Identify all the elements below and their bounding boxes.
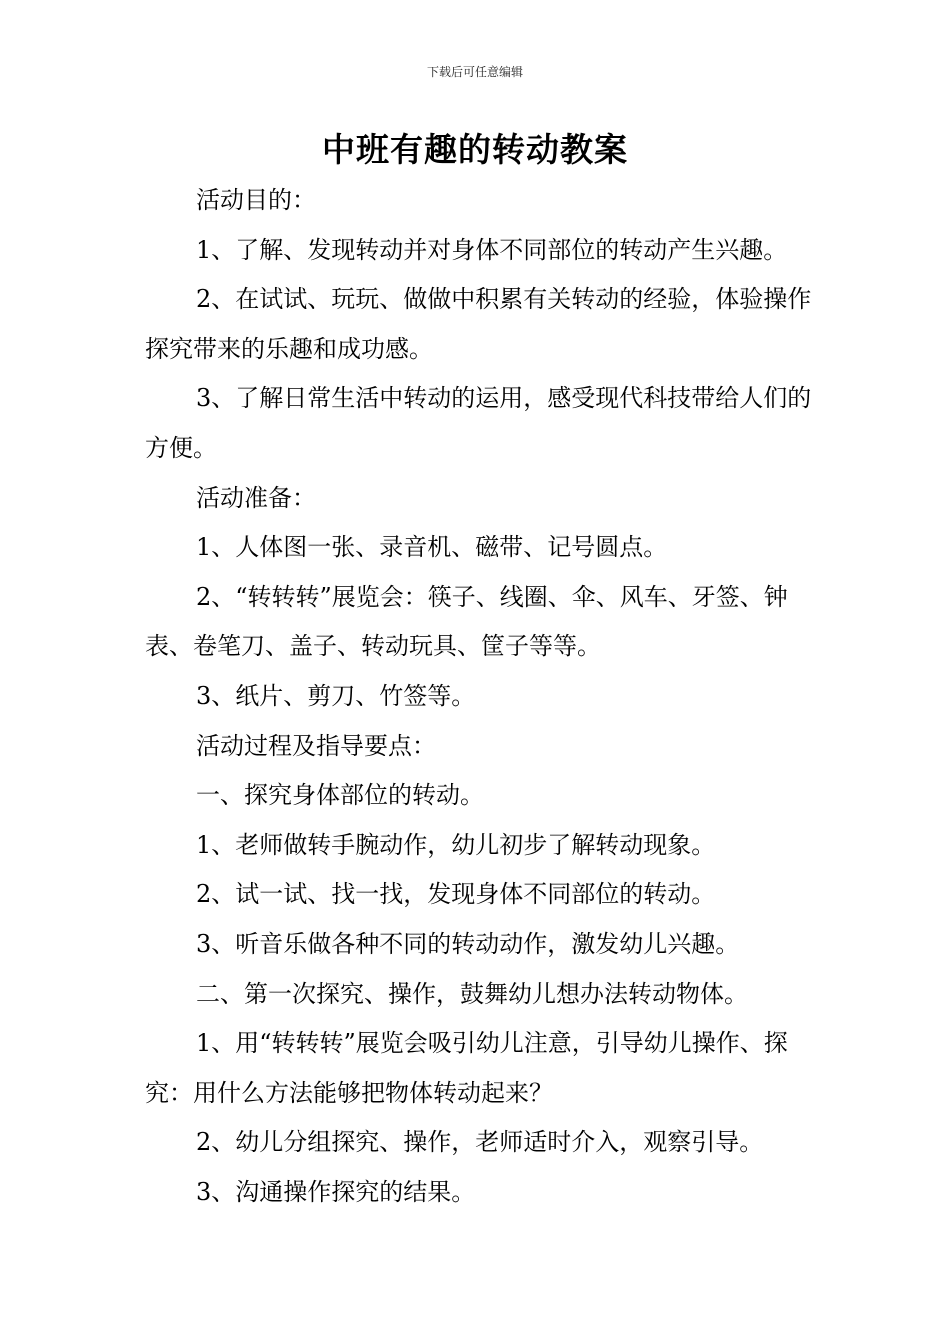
paragraph-process-heading: 活动过程及指导要点：: [196, 731, 436, 760]
paragraph-preparation-3: 3、纸片、剪刀、竹签等。: [196, 681, 476, 710]
paragraph-section-1-step-3: 3、听音乐做各种不同的转动动作，激发幼儿兴趣。: [196, 929, 740, 958]
header-note: 下载后可任意编辑: [426, 65, 523, 79]
document-body: [145, 176, 825, 1217]
paragraph-objective-2: 2、在试试、玩玩、做做中积累有关转动的经验，体验操作探究带来的乐趣和成功感。: [145, 285, 812, 363]
paragraph-section-2-step-1: 1、用“转转转”展览会吸引幼儿注意，引导幼儿操作、探究：用什么方法能够把物体转动起来？: [145, 1029, 788, 1107]
paragraph-objective-1: 1、了解、发现转动并对身体不同部位的转动产生兴趣。: [196, 235, 788, 264]
paragraph-preparation-2: 2、“转转转”展览会：筷子、线圈、伞、风车、牙签、钟表、卷笔刀、盖子、转动玩具、筐子等等。: [145, 582, 788, 661]
document-title: 中班有趣的转动教案: [322, 130, 628, 169]
paragraph-section-1-heading: 一、探究身体部位的转动。: [196, 781, 484, 810]
paragraph-preparation-heading: 活动准备：: [196, 483, 316, 512]
paragraph-objectives-heading: 活动目的：: [196, 186, 316, 214]
paragraph-section-2-step-2: 2、幼儿分组探究、操作，老师适时介入，观察引导。: [196, 1128, 764, 1157]
paragraph-preparation-1: 1、人体图一张、录音机、磁带、记号圆点。: [196, 533, 668, 562]
paragraph-section-2-step-3: 3、沟通操作探究的结果。: [196, 1177, 476, 1206]
paragraph-section-2-heading: 二、第一次探究、操作，鼓舞幼儿想办法转动物体。: [196, 979, 748, 1008]
paragraph-objective-3: 3、了解日常生活中转动的运用，感受现代科技带给人们的方便。: [145, 384, 812, 462]
paragraph-section-1-step-1: 1、老师做转手腕动作，幼儿初步了解转动现象。: [196, 830, 716, 859]
paragraph-section-1-step-2: 2、试一试、找一找，发现身体不同部位的转动。: [196, 880, 716, 909]
